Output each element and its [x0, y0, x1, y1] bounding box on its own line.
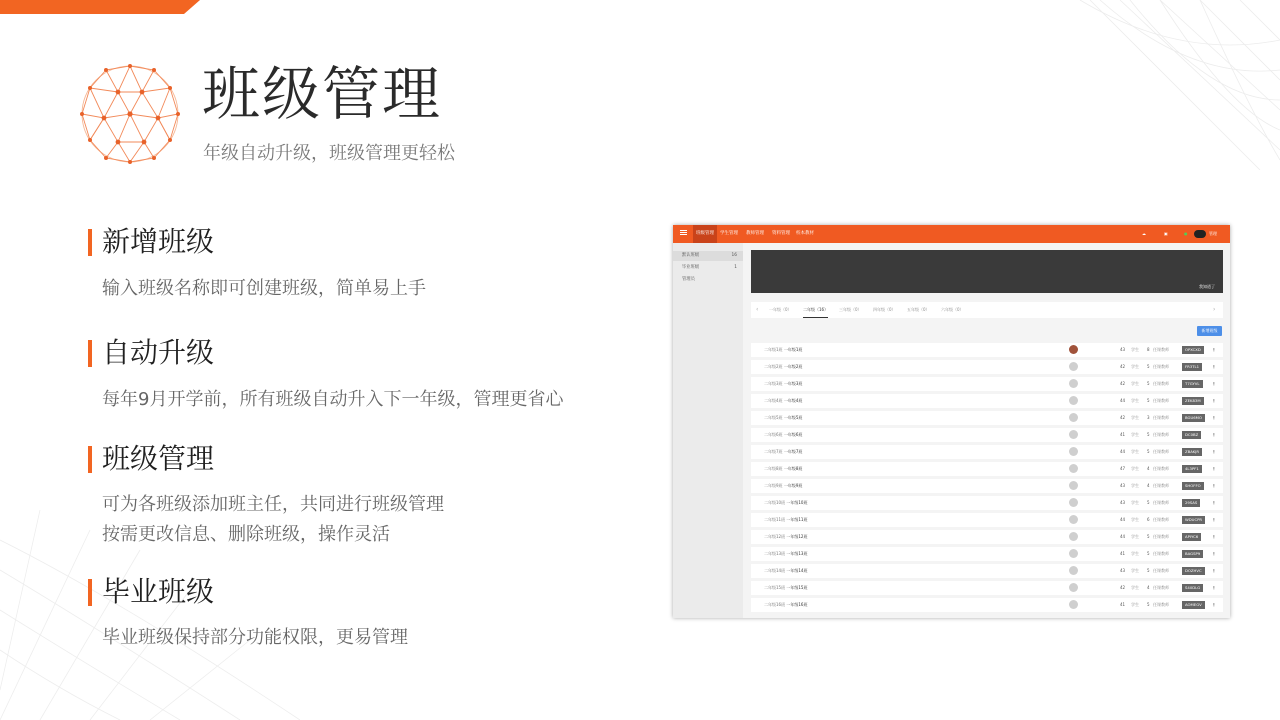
table-row[interactable] [751, 564, 1223, 578]
teacher-count-label: 任课教师 [1153, 602, 1169, 607]
teacher-count-label: 任课教师 [1153, 551, 1169, 556]
student-count: 44 [1120, 534, 1126, 539]
tab-grade-4[interactable]: 四年级（0） [873, 307, 896, 312]
table-row[interactable] [751, 394, 1223, 408]
class-title: 一年级12班 [786, 534, 808, 539]
teacher-count-label: 任课教师 [1153, 483, 1169, 488]
feature-heading: 毕业班级 [102, 575, 215, 608]
student-count-label: 学生 [1131, 483, 1139, 488]
feature-accent-bar [88, 340, 92, 367]
student-count: 41 [1120, 432, 1126, 437]
class-code-badge: ZEK83M [1182, 397, 1204, 405]
notice-dismiss-button[interactable]: 我知道了 [1199, 284, 1215, 289]
class-code-badge: APIYC6 [1182, 533, 1201, 541]
class-title: 一年级5班 [783, 415, 803, 420]
class-title: 一年级4班 [783, 398, 803, 403]
student-count: 43 [1120, 568, 1126, 573]
more-options-icon[interactable]: ⋮ [1212, 602, 1216, 607]
class-name [764, 428, 802, 442]
class-name [764, 513, 807, 527]
class-prefix: 二年级9班 [764, 483, 783, 488]
student-count-label: 学生 [1131, 415, 1139, 420]
feature-heading: 自动升级 [102, 336, 215, 369]
top-accent-bar [0, 0, 200, 14]
table-row[interactable] [751, 547, 1223, 561]
sidebar-item-label: 毕业班级 [682, 265, 700, 270]
class-code-badge: DOZHVC [1182, 567, 1205, 575]
class-name [764, 530, 807, 544]
table-row[interactable] [751, 360, 1223, 374]
student-count: 44 [1120, 449, 1126, 454]
table-row[interactable] [751, 530, 1223, 544]
user-placeholder-icon [1069, 464, 1078, 473]
class-code-badge: SHOFFO [1182, 482, 1204, 490]
class-title: 一年级3班 [783, 381, 803, 386]
student-count-label: 学生 [1131, 551, 1139, 556]
teacher-count-label: 任课教师 [1153, 534, 1169, 539]
class-name [764, 496, 807, 510]
sidebar-item-label: 管理员 [682, 277, 695, 282]
more-options-icon[interactable]: ⋮ [1212, 483, 1216, 488]
teacher-count: 4 [1147, 483, 1150, 488]
teacher-count-label: 任课教师 [1153, 347, 1169, 352]
student-count-label: 学生 [1131, 347, 1139, 352]
grade-tabs [751, 302, 1223, 318]
more-options-icon[interactable]: ⋮ [1212, 568, 1216, 573]
teacher-count: 5 [1147, 500, 1150, 505]
class-title: 一年级2班 [783, 364, 803, 369]
student-count: 42 [1120, 585, 1126, 590]
user-placeholder-icon [1069, 430, 1078, 439]
status-dot-icon: ● [1184, 231, 1188, 236]
cloud-icon[interactable]: ☁ [1142, 231, 1146, 236]
nav-tab-resources[interactable]: 资料管理 [772, 231, 790, 236]
chevron-left-icon[interactable]: ‹ [756, 306, 759, 313]
app-screenshot [673, 225, 1230, 618]
tab-grade-6[interactable]: 六年级（0） [941, 307, 964, 312]
sidebar-item-count: 16 [731, 253, 737, 258]
table-row[interactable] [751, 581, 1223, 595]
teacher-count: 3 [1147, 415, 1150, 420]
student-count-label: 学生 [1131, 432, 1139, 437]
table-row[interactable] [751, 428, 1223, 442]
teacher-count: 5 [1147, 381, 1150, 386]
nav-tab-teachers[interactable]: 教师管理 [746, 231, 764, 236]
feature-heading: 班级管理 [102, 442, 215, 475]
class-title: 一年级6班 [783, 432, 803, 437]
teacher-count: 6 [1147, 517, 1150, 522]
user-placeholder-icon [1069, 600, 1078, 609]
teacher-count-label: 任课教师 [1153, 500, 1169, 505]
teacher-count-label: 任课教师 [1153, 415, 1169, 420]
sidebar-item-admin[interactable] [673, 275, 743, 285]
page-title: 班级管理 [202, 60, 443, 128]
teacher-count-label: 任课教师 [1153, 585, 1169, 590]
user-placeholder-icon [1069, 498, 1078, 507]
more-options-icon[interactable]: ⋮ [1212, 517, 1216, 522]
class-name [764, 581, 807, 595]
nav-tab-class[interactable]: 班级管理 [693, 225, 717, 243]
class-title: 一年级9班 [783, 483, 803, 488]
class-prefix: 二年级10班 [764, 500, 786, 505]
class-name [764, 394, 802, 408]
tab-grade-1[interactable]: 一年级（0） [769, 307, 792, 312]
sidebar-item-count: 1 [734, 265, 737, 270]
teacher-count-label: 任课教师 [1153, 398, 1169, 403]
user-placeholder-icon [1069, 515, 1078, 524]
class-code-badge: OPXCXD [1182, 346, 1204, 354]
teacher-count: 4 [1147, 466, 1150, 471]
class-title: 一年级8班 [783, 466, 803, 471]
class-code-badge: BAGSP9 [1182, 550, 1203, 558]
teacher-count-label: 任课教师 [1153, 466, 1169, 471]
add-class-button[interactable]: 新增班级 [1197, 326, 1222, 336]
student-count-label: 学生 [1131, 381, 1139, 386]
more-options-icon[interactable]: ⋮ [1212, 364, 1216, 369]
class-name [764, 598, 807, 612]
class-prefix: 二年级16班 [764, 602, 786, 607]
more-options-icon[interactable]: ⋮ [1212, 585, 1216, 590]
notice-banner [751, 250, 1223, 293]
user-placeholder-icon [1069, 566, 1078, 575]
class-title: 一年级15班 [786, 585, 808, 590]
student-count-label: 学生 [1131, 602, 1139, 607]
more-options-icon[interactable]: ⋮ [1212, 398, 1216, 403]
student-count: 42 [1120, 364, 1126, 369]
class-title: 一年级1班 [783, 347, 803, 352]
table-row[interactable] [751, 513, 1223, 527]
student-count: 43 [1120, 347, 1126, 352]
teacher-count-label: 任课教师 [1153, 364, 1169, 369]
class-code-badge: AOMEGV [1182, 601, 1205, 609]
class-prefix: 二年级15班 [764, 585, 786, 590]
more-options-icon[interactable]: ⋮ [1212, 466, 1216, 471]
student-count-label: 学生 [1131, 364, 1139, 369]
teacher-count: 8 [1147, 347, 1150, 352]
avatar [1069, 345, 1078, 354]
table-row[interactable] [751, 479, 1223, 493]
user-placeholder-icon [1069, 447, 1078, 456]
user-placeholder-icon [1069, 362, 1078, 371]
teacher-count-label: 任课教师 [1153, 381, 1169, 386]
class-list [751, 343, 1223, 615]
class-title: 一年级16班 [786, 602, 808, 607]
class-code-badge: T7GYVL [1182, 380, 1203, 388]
student-count-label: 学生 [1131, 585, 1139, 590]
class-code-badge: ZBAKJR [1182, 448, 1202, 456]
globe-network-icon [78, 62, 182, 166]
teacher-count: 5 [1147, 364, 1150, 369]
class-prefix: 二年级8班 [764, 466, 783, 471]
feature-heading: 新增班级 [102, 225, 215, 258]
user-placeholder-icon [1069, 549, 1078, 558]
student-count-label: 学生 [1131, 398, 1139, 403]
chevron-right-icon[interactable]: › [1213, 306, 1216, 313]
class-title: 一年级13班 [786, 551, 808, 556]
class-prefix: 二年级11班 [764, 517, 786, 522]
student-count: 42 [1120, 415, 1126, 420]
teacher-count: 5 [1147, 432, 1150, 437]
class-code-badge: DC0BZ [1182, 431, 1201, 439]
class-code-badge: WDUCPR [1182, 516, 1205, 524]
class-prefix: 二年级3班 [764, 381, 783, 386]
teacher-count: 4 [1147, 585, 1150, 590]
student-count-label: 学生 [1131, 534, 1139, 539]
table-row[interactable] [751, 377, 1223, 391]
class-title: 一年级7班 [783, 449, 803, 454]
teacher-count: 5 [1147, 602, 1150, 607]
student-count: 42 [1120, 381, 1126, 386]
class-name [764, 377, 802, 391]
sidebar-item-default-class[interactable] [673, 251, 743, 261]
teacher-count: 5 [1147, 449, 1150, 454]
class-prefix: 二年级12班 [764, 534, 786, 539]
class-name [764, 411, 802, 425]
sidebar-item-label: 默认班级 [682, 253, 700, 258]
teacher-count: 5 [1147, 398, 1150, 403]
class-prefix: 二年级7班 [764, 449, 783, 454]
teacher-count-label: 任课教师 [1153, 517, 1169, 522]
student-count: 47 [1120, 466, 1126, 471]
class-name [764, 360, 802, 374]
user-placeholder-icon [1069, 481, 1078, 490]
feature-description: 可为各班级添加班主任，共同进行班级管理 [102, 494, 444, 515]
teacher-count: 5 [1147, 551, 1150, 556]
more-options-icon[interactable]: ⋮ [1212, 534, 1216, 539]
teacher-count-label: 任课教师 [1153, 449, 1169, 454]
file-icon[interactable]: ▣ [1164, 231, 1168, 236]
student-count-label: 学生 [1131, 449, 1139, 454]
student-count: 43 [1120, 483, 1126, 488]
app-sidebar [673, 243, 743, 618]
more-options-icon[interactable]: ⋮ [1212, 381, 1216, 386]
table-row[interactable] [751, 411, 1223, 425]
user-menu[interactable]: 管理 [1209, 231, 1217, 236]
hamburger-icon[interactable] [680, 230, 687, 231]
class-prefix: 二年级13班 [764, 551, 786, 556]
nav-tab-textbooks[interactable]: 校本教材 [796, 231, 814, 236]
student-count: 44 [1120, 517, 1126, 522]
class-code-badge: FR3TL1 [1182, 363, 1202, 371]
user-placeholder-icon [1069, 379, 1078, 388]
class-code-badge: 4L3PF1 [1182, 465, 1202, 473]
class-prefix: 二年级6班 [764, 432, 783, 437]
feature-description: 输入班级名称即可创建班级，简单易上手 [102, 278, 426, 299]
background-mesh-top-right [1060, 0, 1280, 170]
user-placeholder-icon [1069, 583, 1078, 592]
class-name [764, 479, 802, 493]
student-count-label: 学生 [1131, 568, 1139, 573]
more-options-icon[interactable]: ⋮ [1212, 432, 1216, 437]
student-count-label: 学生 [1131, 466, 1139, 471]
feature-accent-bar [88, 579, 92, 606]
feature-description: 每年9月开学前，所有班级自动升入下一年级，管理更省心 [102, 389, 564, 410]
avatar[interactable] [1194, 230, 1206, 238]
student-count: 44 [1120, 398, 1126, 403]
teacher-count: 5 [1147, 534, 1150, 539]
table-row[interactable] [751, 462, 1223, 476]
student-count-label: 学生 [1131, 517, 1139, 522]
class-title: 一年级11班 [786, 517, 808, 522]
tab-grade-5[interactable]: 五年级（0） [907, 307, 930, 312]
nav-tab-students[interactable]: 学生管理 [720, 231, 738, 236]
teacher-count-label: 任课教师 [1153, 432, 1169, 437]
student-count: 41 [1120, 551, 1126, 556]
class-code-badge: 29SAS [1182, 499, 1200, 507]
class-prefix: 二年级5班 [764, 415, 783, 420]
class-name [764, 547, 807, 561]
class-name [764, 462, 802, 476]
app-top-nav [673, 225, 1230, 243]
feature-description: 毕业班级保持部分功能权限，更易管理 [102, 627, 408, 648]
class-prefix: 二年级2班 [764, 364, 783, 369]
teacher-count: 5 [1147, 568, 1150, 573]
student-count: 41 [1120, 602, 1126, 607]
tab-grade-2[interactable]: 二年级（16） [803, 302, 828, 318]
more-options-icon[interactable]: ⋮ [1212, 449, 1216, 454]
student-count-label: 学生 [1131, 500, 1139, 505]
student-count: 43 [1120, 500, 1126, 505]
class-prefix: 二年级4班 [764, 398, 783, 403]
class-name [764, 343, 802, 357]
feature-accent-bar [88, 229, 92, 256]
table-row[interactable] [751, 343, 1223, 357]
class-name [764, 564, 807, 578]
more-options-icon[interactable]: ⋮ [1212, 415, 1216, 420]
page-subtitle: 年级自动升级，班级管理更轻松 [203, 143, 455, 164]
table-row[interactable] [751, 598, 1223, 612]
feature-description: 按需更改信息、删除班级，操作灵活 [102, 524, 390, 545]
class-code-badge: S40DLG [1182, 584, 1203, 592]
class-prefix: 二年级1班 [764, 347, 783, 352]
user-placeholder-icon [1069, 413, 1078, 422]
class-title: 一年级14班 [786, 568, 808, 573]
teacher-count-label: 任课教师 [1153, 568, 1169, 573]
tab-grade-3[interactable]: 三年级（0） [839, 307, 862, 312]
user-placeholder-icon [1069, 532, 1078, 541]
user-placeholder-icon [1069, 396, 1078, 405]
class-prefix: 二年级14班 [764, 568, 786, 573]
class-name [764, 445, 802, 459]
more-options-icon[interactable]: ⋮ [1212, 500, 1216, 505]
more-options-icon[interactable]: ⋮ [1212, 551, 1216, 556]
feature-accent-bar [88, 446, 92, 473]
table-row[interactable] [751, 445, 1223, 459]
table-row[interactable] [751, 496, 1223, 510]
class-title: 一年级10班 [786, 500, 808, 505]
class-code-badge: BGU6MO [1182, 414, 1205, 422]
more-options-icon[interactable]: ⋮ [1212, 347, 1216, 352]
sidebar-item-graduated[interactable] [673, 263, 743, 273]
